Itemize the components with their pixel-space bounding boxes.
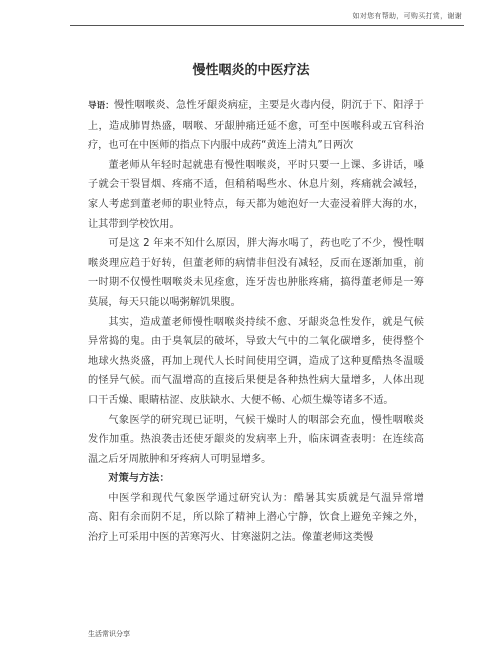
body-paragraph-1: 董老师从年轻时起就患有慢性咽喉炎，平时只要一上课、多讲话，嗓子就会干裂冒烟、疼痛不适，但稍稍喝些水、休息片刻，疼痛就会减轻，家人考虑到董老师的职业特点，每天都为她泡好一大壶浸着胖大海的水，让其带到学校饮用。 — [88, 159, 424, 230]
lead-paragraph — [88, 96, 424, 156]
lead-text: 慢性咽喉炎、急性牙龈炎病症，主要是火毒内侵，阴沉于下、阳浮于上，造成肺胃热盛，咽喉、牙龈肿痛迁延不愈，可至中医喉科或五官科治疗，也可在中医师的指点下内服中成药“黄连上清丸”日两次 — [88, 100, 424, 152]
document-body — [88, 96, 424, 548]
footer-note: 生活常识分享 — [88, 630, 130, 638]
body-paragraph-3: 其实，造成董老师慢性咽喉炎持续不愈、牙龈炎急性发作，就是气候异常捣的鬼。由于臭氧层的破坏，导致大气中的二氧化碳增多，使得整个地球火热炎盛，再加上现代人长时间使用空调，造成了这种夏酷热冬温暖的怪异气候。而气温增高的直接后果便是各种热性病大量增多，人体出现口干舌燥、眼睛枯涩、皮肤缺水、大便不畅、心烦生燥等诸多不适。 — [88, 316, 424, 406]
body-paragraph-2: 可是这 2 年来不知什么原因，胖大海水喝了，药也吃了不少，慢性咽喉炎理应趋于好转，但董老师的病情非但没有减轻，反而在逐渐加重，前一时期不仅慢性咽喉炎未见痊愈，连牙齿也肿胀疼痛，搞得董老师是一筹莫展，每天只能以喝粥解饥果腹。 — [88, 238, 424, 308]
body-paragraph-5: 中医学和现代气象医学通过研究认为：酷暑其实质就是气温异常增高、阳有余而阴不足，所以除了精神上潜心宁静，饮食上避免辛辣之外，治疗上可采用中医的苦寒泻火、甘寒滋阴之法。像董老师这类慢 — [88, 492, 424, 544]
section-heading: 对策与方法： — [108, 473, 170, 485]
lead-label: 导语： — [88, 101, 114, 111]
header-note: 如对您有帮助，可购买打赏，谢谢 — [352, 12, 462, 20]
document-title: 慢性咽炎的中医疗法 — [192, 63, 310, 78]
body-paragraph-4: 气象医学的研究现已证明，气候干燥时人的咽部会充血，慢性咽喉炎发作加重。热浪袭击还使牙龈炎的发病率上升，临床调查表明：在连续高温之后牙周脓肿和牙疼病人可明显增多。 — [88, 414, 424, 465]
header-rule — [70, 25, 464, 26]
